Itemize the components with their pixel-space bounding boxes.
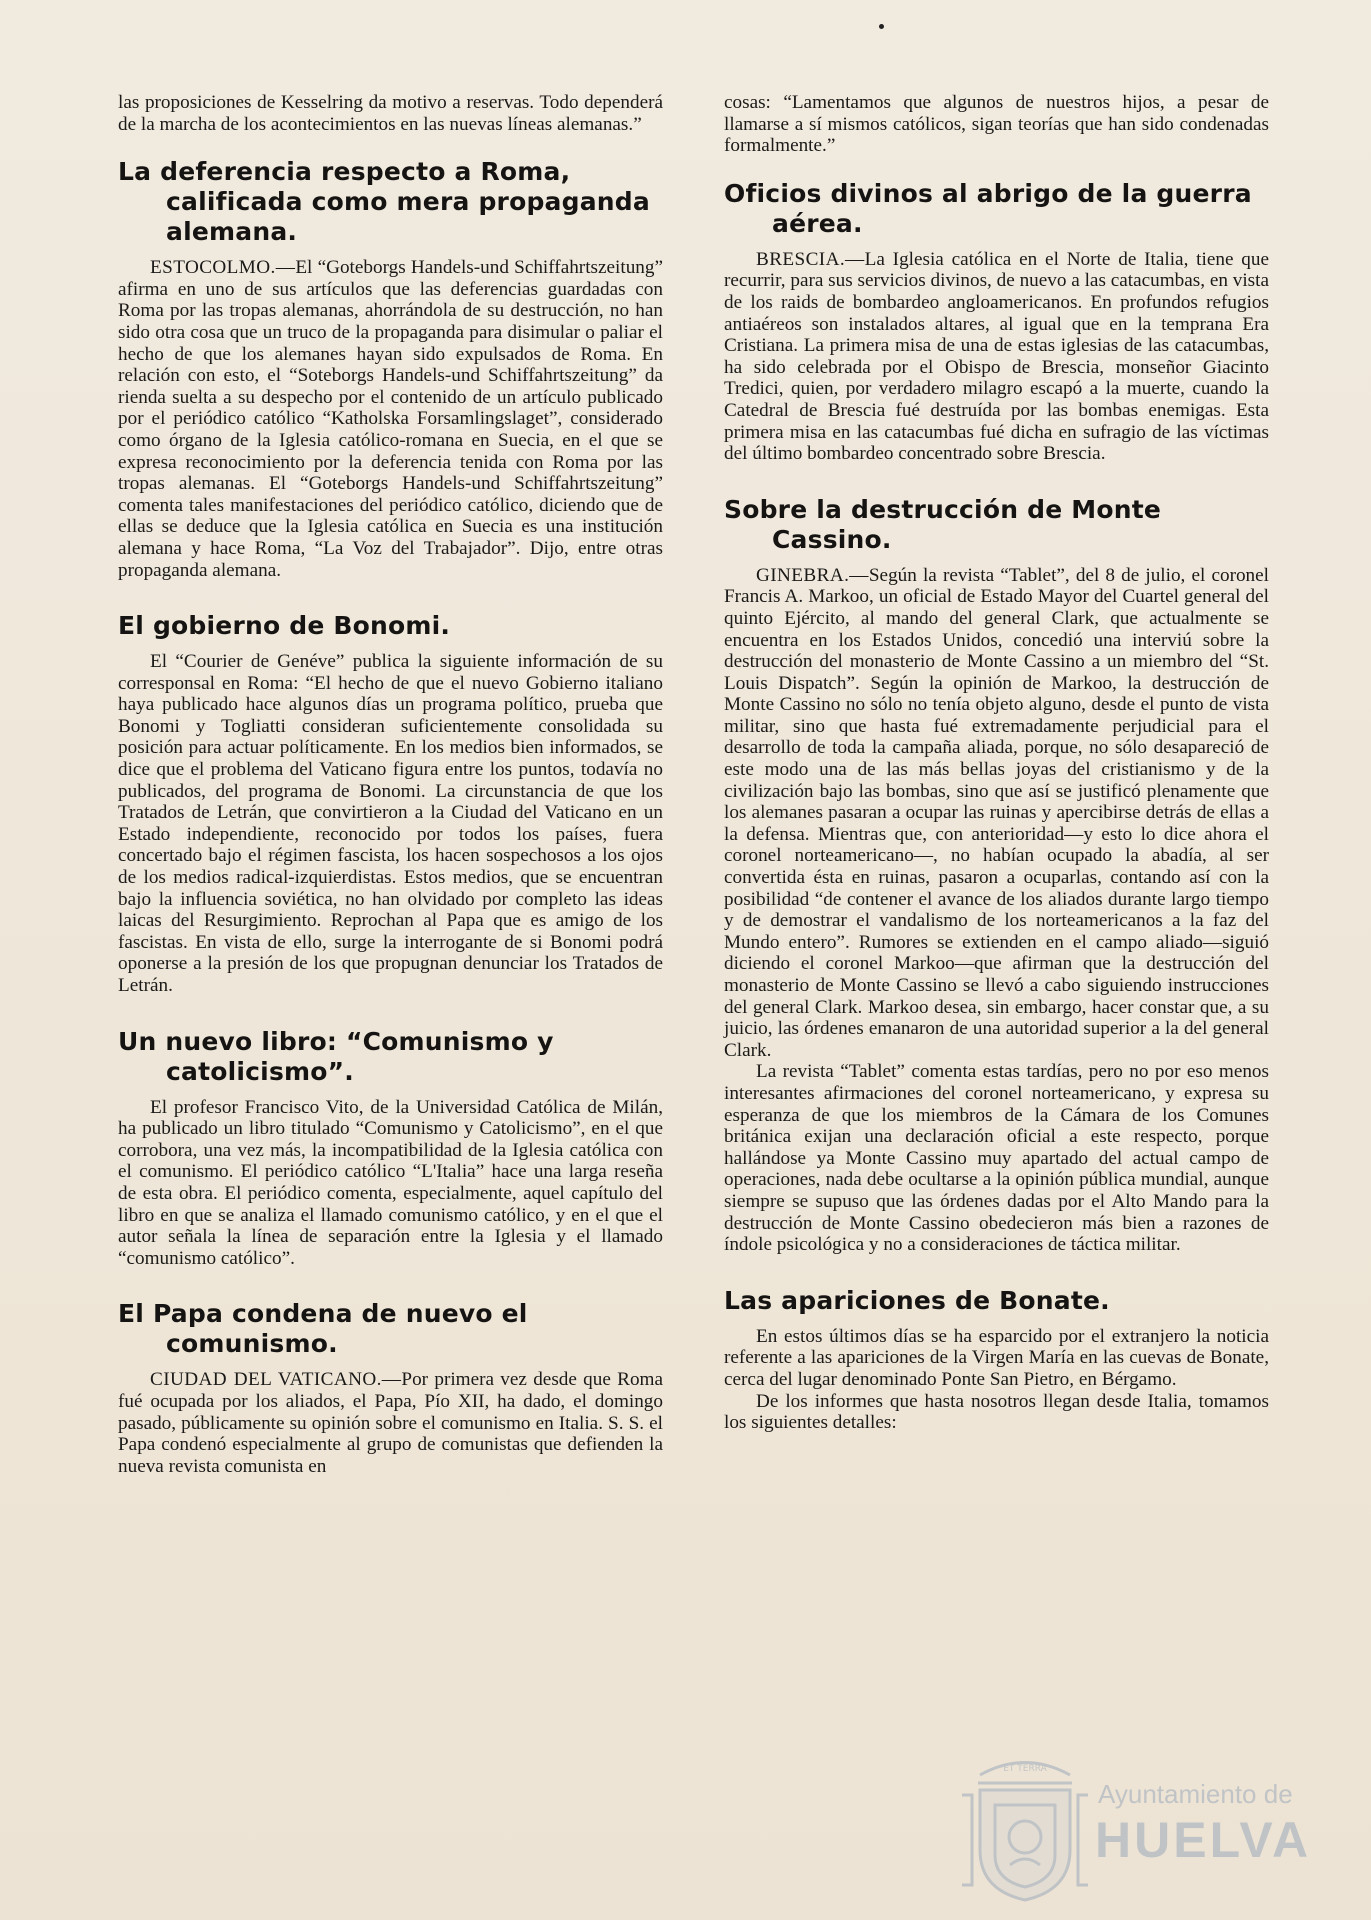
article-headline: Las apariciones de Bonate. xyxy=(724,1285,1110,1315)
article-headline: Sobre la destrucción de Monte Cassino. xyxy=(724,494,1162,554)
article-paragraph: El profesor Francisco Vito, de la Universidad Católica de Milán, ha publicado un libro titulado “Comunismo y Catolicismo”, en el que corrobora, una vez más, la incompatibilidad de la Iglesia católica con el comunismo. El periódico católico “L'Italia” hace una larga reseña de esta obra. El periódico comenta, especialmente, aquel capítulo del libro en que se analiza el llamado comunismo católico, y en el que el autor señala la línea de separación entre la Iglesia y el llamado “comunismo católico”. xyxy=(118,1096,663,1269)
archive-watermark xyxy=(950,1745,1345,1905)
article-paragraph: BRESCIA.—La Iglesia católica en el Norte de Italia, tiene que recurrir, para sus servicios divinos, de nuevo a las catacumbas, en vista de los raids de bombardeo angloamericanos. En profundos refugios antiaéreos son instalados altares, al igual que en la temprana Era Cristiana. La primera misa de una de estas iglesias de las catacumbas, ha sido celebrada por el Obispo de Brescia, monseñor Giacinto Tredici, quien, por verdadero milagro escapó a la muerte, cuando la Catedral de Brescia fué destruída por las bombas enemigas. Esta primera misa en las catacumbas fué dicha en sufragio de las víctimas del último bombardeo concentrado sobre Brescia. xyxy=(724,248,1269,465)
article-dateline: BRESCIA.— xyxy=(756,248,865,270)
article-dateline: CIUDAD DEL VATICANO.— xyxy=(150,1369,402,1391)
article-paragraph: En estos últimos días se ha esparcido por el extranjero la noticia referente a las apariciones de la Virgen María en las cuevas de Bonate, cerca del lugar denominado Ponte San Pietro, en Bérgamo. xyxy=(724,1325,1269,1390)
seal-motto: ET TERRA xyxy=(1003,1764,1047,1774)
article-apariciones-bonate xyxy=(724,1286,1269,1434)
article-body xyxy=(118,1369,663,1477)
article-headline: El gobierno de Bonomi. xyxy=(118,611,451,641)
watermark-line-1: Ayuntamiento de xyxy=(1098,1779,1293,1809)
article-dateline: GINEBRA.— xyxy=(756,564,869,586)
article-headline: La deferencia respecto a Roma, calificada como mera propaganda alemana. xyxy=(118,157,650,247)
city-coat-of-arms-icon xyxy=(950,1745,1100,1905)
article-paragraph: ESTOCOLMO.—El “Goteborgs Handels-und Schiffahrtszeitung” afirma en uno de sus artículos que las deferencias guardadas con Roma por las tropas alemanas, ahorrándola de su destrucción, no han sido otra cosa que un truco de la propaganda para disimular o paliar el hecho de que los alemanes hayan sido expulsados de Roma. En relación con esto, el “Soteborgs Handels-und Schiffahrtszeitung” da rienda suelta a su despecho por el contenido de un artículo publicado por el periódico católico “Katholska Forsamlingslaget”, considerado como órgano de la Iglesia católico-romana en Suecia, en el que se expresa reconocimiento por la deferencia tenida con Roma por las tropas alemanas. El “Goteborgs Handels-und Schiffahrtszeitung” comenta tales manifestaciones del periódico católico, diciendo que de ellas se deduce que la Iglesia católica en Suecia es una institución alemana y hace Roma, “La Voz del Trabajador”. Dijo, entre otras propaganda alemana. xyxy=(118,257,663,581)
article-paragraph: La revista “Tablet” comenta estas tardías, pero no por eso menos interesantes afirmaciones del coronel norteamericano, y expresa su esperanza de que los miembros de la Cámara de los Comunes británica exijan una declaración oficial a este respecto, porque hallándose ya Monte Cassino muy apartado del actual campo de operaciones, nada debe ocultarse a la opinión pública mundial, aunque siempre se supuso que las órdenes dadas por el Alto Mando para la destrucción de Monte Cassino obedecieron más bien a razones de índole psicológica y no a consideraciones de táctica militar. xyxy=(724,1061,1269,1256)
article-body xyxy=(724,565,1269,1256)
article-papa-condena xyxy=(118,1299,663,1477)
watermark-line-2: HUELVA xyxy=(1095,1812,1312,1868)
article-headline: El Papa condena de nuevo el comunismo. xyxy=(118,1299,528,1359)
article-nuevo-libro xyxy=(118,1027,663,1270)
article-paragraph: El “Courier de Genéve” publica la siguiente información de su corresponsal en Roma: “El hecho de que el nuevo Gobierno italiano haya publicado hace algunos días un programa político, prueba que Bonomi y Togliatti consideran suficientemente consolidada su posición para actuar políticamente. En los medios bien informados, se dice que el problema del Vaticano figura entre los puntos, todavía no publicados, del programa de Bonomi. La circunstancia de que los Tratados de Letrán, que convirtieron a la Ciudad del Vaticano en un Estado independiente, reconocido por todos los países, fuera concertado bajo el régimen fascista, los hacen sospechosos a los ojos de los medios radical-izquierdistas. Estos medios, que se encuentran bajo la influencia soviética, no han olvidado por completo las ideas laicas del Resurgimiento. Reprochan al Papa que es amigo de los fascistas. En vista de ello, surge la interrogante de si Bonomi podrá oponerse a la presión de los que propugnan denunciar los Tratados de Letrán. xyxy=(118,651,663,996)
article-headline: Oficios divinos al abrigo de la guerra aérea. xyxy=(724,178,1252,238)
article-deferencia-roma xyxy=(118,157,663,581)
left-column-lead-text: las proposiciones de Kesselring da motivo a reservas. Todo dependerá de la marcha de los acontecimientos en las nuevas líneas alemanas.” xyxy=(118,92,663,135)
right-column-lead-text: cosas: “Lamentamos que algunos de nuestros hijos, a pesar de llamarse a sí mismos católicos, sigan teorías que han sido condenadas formalmente.” xyxy=(724,92,1269,157)
article-body xyxy=(724,1326,1269,1434)
article-dateline: ESTOCOLMO.— xyxy=(150,257,296,279)
article-paragraph: CIUDAD DEL VATICANO.—Por primera vez desde que Roma fué ocupada por los aliados, el Papa, Pío XII, ha dado, el domingo pasado, públicamente su opinión sobre el comunismo en Italia. S. S. el Papa condenó especialmente al grupo de comunistas que defienden la nueva revista comunista en xyxy=(118,1369,664,1477)
article-headline: Un nuevo libro: “Comunismo y catolicismo”. xyxy=(118,1026,554,1086)
ink-dot xyxy=(879,24,884,29)
article-monte-cassino xyxy=(724,495,1269,1256)
article-body xyxy=(118,651,663,997)
article-body xyxy=(118,1097,663,1270)
left-column xyxy=(118,92,663,1507)
article-body xyxy=(118,257,663,581)
article-paragraph: De los informes que hasta nosotros llegan desde Italia, tomamos los siguientes detalles: xyxy=(724,1390,1269,1434)
article-oficios-divinos xyxy=(724,179,1269,465)
article-body xyxy=(724,249,1269,465)
article-paragraph: GINEBRA.—Según la revista “Tablet”, del 8 de julio, el coronel Francis A. Markoo, un oficial de Estado Mayor del Cuartel general del quinto Ejército, al mando del general Clark, que actualmente se encuentra en los Estados Unidos, concedió una interviú sobre la destrucción del monasterio de Monte Cassino a un miembro del “St. Louis Dispatch”. Según la opinión de Markoo, la destrucción de Monte Cassino no sólo no tenía objeto alguno, desde el punto de vista militar, sino que hasta fué extremadamente perjudicial para el desarrollo de toda la campaña aliada, porque, no sólo desapareció de este modo una de las más bellas joyas del cristianismo y de la civilización bajo las bombas, sino que así se justificó plenamente que los alemanes pasaran a ocupar las ruinas y apercibirse detrás de ellas a la defensa. Mientras que, con anterioridad—y esto lo dice ahora el coronel norteamericano—, no habían ocupado la abadía, al ser convertida ésta en ruinas, pasaron a ocuparlas, contando así con la posibilidad “de contener el avance de los aliados durante largo tiempo y de demostrar el vandalismo de los norteamericanos a la faz del Mundo entero”. Rumores se extienden en el campo aliado—siguió diciendo el coronel Markoo—que afirman que la destrucción del monasterio de Monte Cassino se llevó a cabo siguiendo instrucciones del general Clark. Markoo desea, sin embargo, hacer constar que, a su juicio, las órdenes emanaron de una autoridad superior a la del general Clark. xyxy=(724,564,1269,1061)
right-column xyxy=(724,92,1269,1464)
article-gobierno-bonomi xyxy=(118,611,663,997)
